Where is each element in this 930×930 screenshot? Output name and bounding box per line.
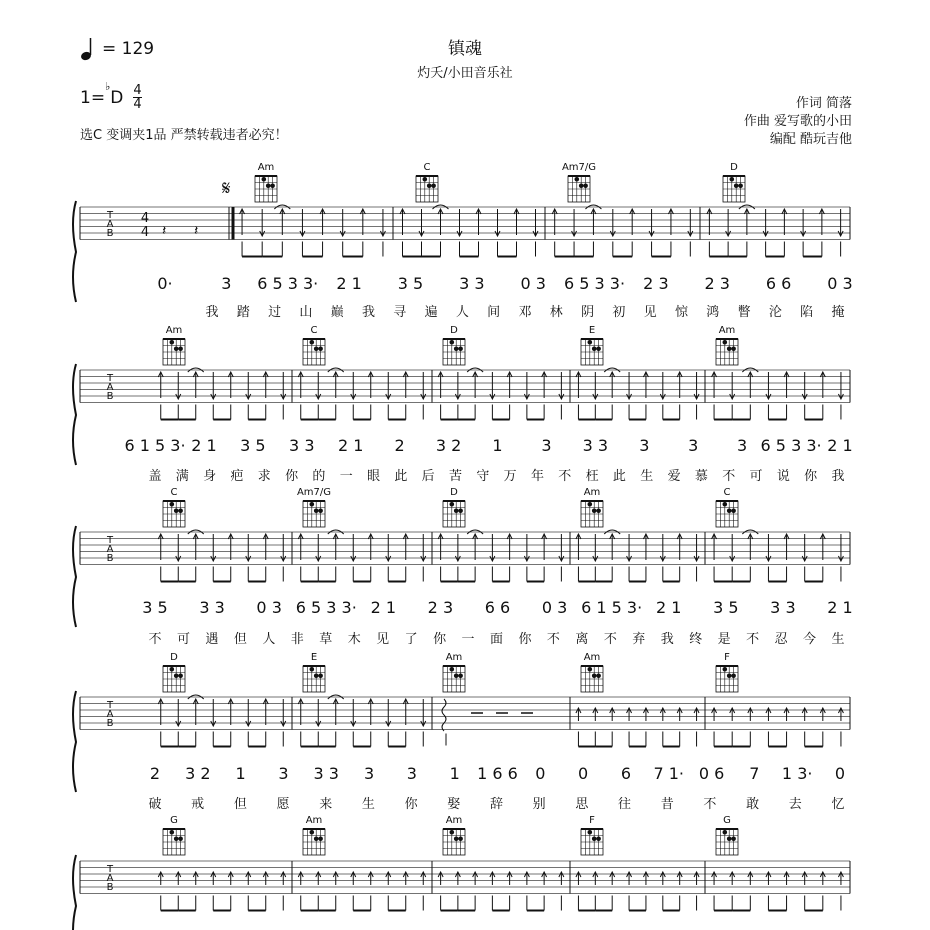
lyric-char: 不 bbox=[546, 632, 560, 647]
lyric-char: 破 bbox=[148, 797, 162, 812]
jianpu-note: 2 1 bbox=[337, 436, 364, 455]
rest-icon: 𝄽 bbox=[162, 223, 167, 239]
lyric-char: 巅 bbox=[330, 305, 344, 320]
chord-name: Am7/G bbox=[561, 162, 597, 173]
jianpu-note: 0 3 bbox=[256, 598, 282, 617]
chord-finger-dot bbox=[178, 346, 183, 351]
chord-finger-dot bbox=[318, 508, 323, 513]
lyric-char: 辞 bbox=[489, 797, 504, 812]
chord-finger-dot bbox=[592, 673, 597, 678]
lyric-char: 苦 bbox=[449, 469, 463, 484]
chord-finger-dot bbox=[266, 183, 271, 188]
chord-finger-dot bbox=[596, 836, 601, 841]
jianpu-note: 2 bbox=[149, 764, 161, 783]
chord-finger-dot bbox=[588, 667, 593, 672]
chord-finger-dot bbox=[723, 667, 728, 672]
jianpu-note: 0 6 bbox=[698, 764, 725, 783]
song-subtitle: 灼夭/小田音乐社 bbox=[417, 66, 513, 81]
jianpu-note: 6 bbox=[620, 764, 632, 783]
lyric-char: 不 bbox=[703, 797, 717, 812]
lyric-char: 间 bbox=[487, 305, 501, 320]
lyric-char: 阴 bbox=[581, 305, 595, 320]
capo-note: 选C 变调夹1品 严禁转载违者必究！ bbox=[80, 128, 288, 143]
chord-finger-dot bbox=[270, 183, 275, 188]
jianpu-note: 3 bbox=[737, 436, 748, 455]
chord-name: D bbox=[450, 325, 458, 336]
chord-name: G bbox=[170, 815, 178, 826]
chord-finger-dot bbox=[174, 346, 179, 351]
chord-finger-dot bbox=[727, 346, 732, 351]
chord-finger-dot bbox=[450, 667, 455, 672]
lyric-char: 敢 bbox=[746, 797, 760, 812]
jianpu-note: 0 3 bbox=[520, 274, 546, 293]
chord-finger-dot bbox=[734, 183, 739, 188]
jianpu-note: 1 3· bbox=[781, 764, 813, 783]
chord-finger-dot bbox=[170, 667, 175, 672]
lyric-char: 见 bbox=[643, 305, 657, 320]
lyric-char: 弃 bbox=[632, 632, 646, 647]
chord-finger-dot bbox=[592, 346, 597, 351]
lyric-char: 此 bbox=[612, 469, 626, 484]
lyricist: 作词 简落 bbox=[795, 96, 852, 111]
jianpu-note: 3 3 bbox=[459, 274, 485, 293]
jianpu-note: 7 bbox=[749, 764, 760, 783]
chord-name: F bbox=[724, 652, 730, 663]
lyric-char: 疤 bbox=[230, 469, 244, 484]
jianpu-note: 6 5 3 3· bbox=[295, 598, 357, 617]
jianpu-note: 3 3 bbox=[582, 436, 609, 455]
lyric-char: 你 bbox=[804, 469, 818, 484]
lyric-char: 是 bbox=[717, 632, 731, 647]
system-brace bbox=[73, 364, 76, 465]
jianpu-note: 3 bbox=[363, 764, 375, 783]
lyric-char: 说 bbox=[776, 469, 790, 484]
tab-letter: T bbox=[106, 210, 114, 221]
tab-letter: A bbox=[106, 219, 114, 230]
tab-letter: T bbox=[106, 864, 114, 875]
jianpu-note: 0 bbox=[578, 764, 589, 783]
chord-finger-dot bbox=[454, 836, 459, 841]
chord-finger-dot bbox=[178, 673, 183, 678]
chord-name: D bbox=[730, 162, 738, 173]
chord-name: Am bbox=[583, 652, 601, 663]
chord-name: Am bbox=[305, 815, 323, 826]
jianpu-note: 2 1 bbox=[370, 598, 397, 617]
chord-finger-dot bbox=[458, 836, 463, 841]
lyric-char: 木 bbox=[347, 632, 361, 647]
segno-icon: 𝄋 bbox=[222, 176, 231, 200]
lyric-char: 的 bbox=[312, 469, 326, 484]
chord-finger-dot bbox=[731, 836, 736, 841]
key-prefix: 1= bbox=[80, 88, 106, 108]
lyric-char: 一 bbox=[461, 632, 475, 647]
lyric-char: 可 bbox=[176, 632, 190, 647]
tab-letter: A bbox=[106, 382, 114, 393]
lyric-char: 盖 bbox=[148, 469, 162, 484]
chord-finger-dot bbox=[318, 673, 323, 678]
jianpu-note: 3 5 bbox=[240, 436, 266, 455]
jianpu-note: 2 3 bbox=[427, 598, 454, 617]
lyric-char: 可 bbox=[749, 469, 763, 484]
jianpu-note: 3 bbox=[688, 436, 699, 455]
chord-finger-dot bbox=[314, 836, 319, 841]
chord-finger-dot bbox=[596, 673, 601, 678]
chord-name: Am bbox=[583, 487, 601, 498]
chord-finger-dot bbox=[458, 508, 463, 513]
chord-name: Am bbox=[257, 162, 275, 173]
chord-finger-dot bbox=[318, 346, 323, 351]
chord-finger-dot bbox=[314, 508, 319, 513]
tab-letter: A bbox=[106, 709, 114, 720]
jianpu-note: 3 bbox=[541, 436, 552, 455]
chord-name: C bbox=[723, 487, 731, 498]
lyric-char: 忍 bbox=[774, 632, 788, 647]
jianpu-note: 6 6 bbox=[484, 598, 511, 617]
lyric-char: 眼 bbox=[367, 469, 381, 484]
lyric-char: 我 bbox=[831, 469, 845, 484]
lyric-char: 你 bbox=[518, 632, 532, 647]
lyric-char: 思 bbox=[575, 797, 589, 812]
chord-finger-dot bbox=[592, 836, 597, 841]
lyric-char: 人 bbox=[262, 632, 276, 647]
lyric-char: 人 bbox=[455, 305, 469, 320]
lyric-char: 遍 bbox=[424, 305, 438, 320]
tab-letter: B bbox=[106, 391, 114, 402]
chord-name: D bbox=[450, 487, 458, 498]
jianpu-note: 2 3 bbox=[704, 274, 730, 293]
chord-finger-dot bbox=[310, 502, 315, 507]
jianpu-note: 2 bbox=[394, 436, 405, 455]
jianpu-note: 7 1· bbox=[653, 764, 685, 783]
lyric-char: 愿 bbox=[276, 797, 290, 812]
chord-finger-dot bbox=[170, 502, 175, 507]
chord-finger-dot bbox=[170, 340, 175, 345]
lyric-char: 不 bbox=[148, 632, 162, 647]
chord-finger-dot bbox=[314, 346, 319, 351]
jianpu-note: 3 3 bbox=[199, 598, 225, 617]
chord-finger-dot bbox=[727, 673, 732, 678]
chord-finger-dot bbox=[310, 340, 315, 345]
chord-finger-dot bbox=[592, 508, 597, 513]
jianpu-note: 3 3 bbox=[313, 764, 339, 783]
key-note: D bbox=[110, 88, 124, 108]
lyric-char: 面 bbox=[489, 632, 504, 647]
chord-finger-dot bbox=[431, 183, 436, 188]
chord-finger-dot bbox=[588, 502, 593, 507]
composer: 作曲 爱写歌的小田 bbox=[743, 114, 852, 129]
lyric-char: 踏 bbox=[236, 305, 250, 320]
chord-finger-dot bbox=[727, 508, 732, 513]
lyric-char: 来 bbox=[319, 797, 333, 812]
chord-finger-dot bbox=[579, 183, 584, 188]
chord-finger-dot bbox=[174, 673, 179, 678]
lyric-char: 掩 bbox=[831, 305, 845, 320]
chord-finger-dot bbox=[588, 340, 593, 345]
lyric-char: 初 bbox=[612, 305, 626, 320]
tab-letter: B bbox=[106, 718, 114, 729]
chord-finger-dot bbox=[731, 508, 736, 513]
lyric-char: 离 bbox=[575, 632, 589, 647]
chord-name: Am bbox=[718, 325, 736, 336]
chord-finger-dot bbox=[450, 502, 455, 507]
jianpu-note: 3 3 bbox=[770, 598, 796, 617]
tab-letter: B bbox=[106, 553, 114, 564]
jianpu-note: 1 bbox=[492, 436, 503, 455]
jianpu-note: 1 bbox=[235, 764, 246, 783]
lyric-char: 了 bbox=[404, 632, 418, 647]
chord-finger-dot bbox=[310, 830, 315, 835]
lyric-char: 你 bbox=[404, 797, 418, 812]
chord-finger-dot bbox=[454, 508, 459, 513]
chord-finger-dot bbox=[723, 340, 728, 345]
tab-letter: T bbox=[106, 535, 114, 546]
chord-name: C bbox=[310, 325, 318, 336]
jianpu-note: 0 3 bbox=[541, 598, 568, 617]
lyric-char: 不 bbox=[746, 632, 760, 647]
chord-finger-dot bbox=[314, 673, 319, 678]
lyric-char: 过 bbox=[268, 305, 282, 320]
tempo-value: = 129 bbox=[102, 39, 155, 59]
lyric-char: 娶 bbox=[447, 797, 461, 812]
jianpu-note: 0· bbox=[157, 274, 173, 293]
chord-finger-dot bbox=[731, 673, 736, 678]
system-brace bbox=[73, 855, 76, 930]
jianpu-note: 3 5 bbox=[397, 274, 424, 293]
chord-name: E bbox=[588, 325, 596, 336]
lyric-char: 邓 bbox=[518, 305, 532, 320]
jianpu-note: 2 1 bbox=[827, 598, 853, 617]
jianpu-note: 2 1 bbox=[191, 436, 217, 455]
chord-finger-dot bbox=[262, 177, 267, 182]
jianpu-note: 3 5 bbox=[713, 598, 739, 617]
lyric-char: 去 bbox=[788, 797, 802, 812]
tab-time-top: 4 bbox=[140, 211, 150, 226]
chord-name: Am bbox=[445, 815, 463, 826]
lyric-char: 草 bbox=[319, 632, 333, 647]
jianpu-note: 6 6 bbox=[765, 274, 792, 293]
lyric-char: 今 bbox=[803, 632, 817, 647]
chord-finger-dot bbox=[458, 346, 463, 351]
lyric-char: 不 bbox=[558, 469, 572, 484]
lyric-char: 忆 bbox=[831, 797, 845, 812]
lyric-char: 我 bbox=[205, 305, 219, 320]
tab-letter: B bbox=[106, 882, 114, 893]
chord-name: E bbox=[310, 652, 318, 663]
lyric-char: 你 bbox=[285, 469, 299, 484]
lyric-char: 一 bbox=[339, 469, 353, 484]
tab-letter: T bbox=[106, 373, 114, 384]
rest-icon: 𝄽 bbox=[194, 223, 199, 239]
lyric-char: 别 bbox=[532, 797, 546, 812]
lyric-char: 遇 bbox=[205, 632, 219, 647]
jianpu-note: 2 1 bbox=[336, 274, 362, 293]
jianpu-note: 3 3 bbox=[289, 436, 315, 455]
jianpu-note: 3 bbox=[278, 764, 289, 783]
chord-finger-dot bbox=[575, 177, 580, 182]
jianpu-note: 3 2 bbox=[435, 436, 462, 455]
jianpu-note: 2 1 bbox=[656, 598, 682, 617]
jianpu-note: 0 bbox=[535, 764, 546, 783]
time-top: 4 bbox=[133, 83, 142, 98]
chord-finger-dot bbox=[174, 836, 179, 841]
lyric-char: 山 bbox=[299, 305, 313, 320]
lyric-char: 万 bbox=[503, 469, 517, 484]
lyric-char: 林 bbox=[549, 305, 563, 320]
chord-finger-dot bbox=[450, 340, 455, 345]
jianpu-note: 0 3 bbox=[827, 274, 853, 293]
lyric-char: 终 bbox=[689, 632, 703, 647]
jianpu-note: 1 6 6 bbox=[477, 764, 518, 783]
chord-finger-dot bbox=[727, 836, 732, 841]
tab-letter: B bbox=[106, 228, 114, 239]
lyric-char: 非 bbox=[290, 632, 304, 647]
jianpu-note: 3 bbox=[221, 274, 232, 293]
jianpu-note: 6 5 3 3· bbox=[257, 274, 319, 293]
tab-letter: T bbox=[106, 700, 114, 711]
chord-finger-dot bbox=[596, 346, 601, 351]
chord-finger-dot bbox=[723, 502, 728, 507]
chord-name: D bbox=[170, 652, 178, 663]
jianpu-note: 3 bbox=[406, 764, 417, 783]
lyric-char: 身 bbox=[203, 469, 217, 484]
lyric-char: 枉 bbox=[585, 469, 599, 484]
jianpu-note: 6 1 5 3· bbox=[124, 436, 186, 455]
lyric-char: 年 bbox=[530, 469, 544, 484]
jianpu-note: 6 5 3 3· bbox=[564, 274, 626, 293]
chord-finger-dot bbox=[458, 673, 463, 678]
chord-name: C bbox=[170, 487, 178, 498]
lyric-char: 戒 bbox=[191, 797, 205, 812]
chord-finger-dot bbox=[596, 508, 601, 513]
lyric-char: 此 bbox=[394, 469, 408, 484]
lyric-char: 求 bbox=[257, 469, 271, 484]
system-brace bbox=[73, 526, 76, 627]
jianpu-note: 2 1 bbox=[827, 436, 853, 455]
lyric-char: 陷 bbox=[800, 305, 814, 320]
lyric-char: 但 bbox=[233, 797, 247, 812]
chord-finger-dot bbox=[174, 508, 179, 513]
chord-name: Am bbox=[165, 325, 183, 336]
jianpu-note: 3 bbox=[639, 436, 650, 455]
system-brace bbox=[73, 201, 76, 302]
lyric-char: 昔 bbox=[660, 797, 674, 812]
jianpu-note: 3 2 bbox=[185, 764, 211, 783]
chord-name: Am bbox=[445, 652, 463, 663]
jianpu-note: 6 5 3 3· bbox=[760, 436, 822, 455]
song-title: 镇魂 bbox=[448, 39, 482, 59]
chord-finger-dot bbox=[730, 177, 735, 182]
lyric-char: 惊 bbox=[674, 305, 689, 320]
chord-name: G bbox=[723, 815, 731, 826]
chord-finger-dot bbox=[178, 508, 183, 513]
lyric-char: 沦 bbox=[768, 305, 782, 320]
lyric-char: 瞥 bbox=[737, 305, 751, 320]
lyric-char: 爱 bbox=[667, 469, 681, 484]
jianpu-note: 3 5 bbox=[142, 598, 168, 617]
lyric-char: 不 bbox=[603, 632, 617, 647]
chord-finger-dot bbox=[170, 830, 175, 835]
chord-finger-dot bbox=[723, 830, 728, 835]
lyric-char: 后 bbox=[421, 469, 435, 484]
chord-finger-dot bbox=[450, 830, 455, 835]
chord-finger-dot bbox=[583, 183, 588, 188]
chord-finger-dot bbox=[427, 183, 432, 188]
jianpu-note: 2 3 bbox=[643, 274, 669, 293]
arranger: 编配 酷玩吉他 bbox=[769, 132, 852, 147]
chord-finger-dot bbox=[318, 836, 323, 841]
tab-letter: A bbox=[106, 873, 114, 884]
lyric-char: 往 bbox=[618, 797, 632, 812]
lyric-char: 但 bbox=[233, 632, 247, 647]
time-bottom: 4 bbox=[133, 97, 142, 112]
lyric-char: 不 bbox=[722, 469, 736, 484]
chord-finger-dot bbox=[178, 836, 183, 841]
key-flat: ♭ bbox=[105, 80, 111, 93]
lyric-char: 守 bbox=[476, 469, 490, 484]
lyric-char: 我 bbox=[361, 305, 376, 320]
chord-finger-dot bbox=[731, 346, 736, 351]
lyric-char: 鸿 bbox=[706, 305, 720, 320]
lyric-char: 生 bbox=[640, 469, 654, 484]
chord-finger-dot bbox=[454, 673, 459, 678]
chord-finger-dot bbox=[738, 183, 743, 188]
jianpu-note: 1 bbox=[449, 764, 460, 783]
lyric-char: 我 bbox=[660, 632, 674, 647]
lyric-char: 见 bbox=[376, 632, 390, 647]
lyric-char: 生 bbox=[361, 797, 375, 812]
chord-name: Am7/G bbox=[296, 487, 332, 498]
lyric-char: 满 bbox=[175, 469, 189, 484]
lyric-char: 你 bbox=[433, 632, 447, 647]
lyric-char: 生 bbox=[831, 632, 845, 647]
jianpu-note: 6 1 5 3· bbox=[581, 598, 643, 617]
lyric-char: 寻 bbox=[393, 305, 407, 320]
chord-finger-dot bbox=[454, 346, 459, 351]
tab-time-bottom: 4 bbox=[140, 225, 150, 240]
chord-finger-dot bbox=[588, 830, 593, 835]
chord-finger-dot bbox=[423, 177, 428, 182]
chord-name: C bbox=[423, 162, 431, 173]
system-brace bbox=[73, 691, 76, 792]
chord-finger-dot bbox=[310, 667, 315, 672]
chord-name: F bbox=[589, 815, 595, 826]
jianpu-note: 0 bbox=[834, 764, 846, 783]
tab-letter: A bbox=[106, 544, 114, 555]
lyric-char: 慕 bbox=[694, 469, 708, 484]
